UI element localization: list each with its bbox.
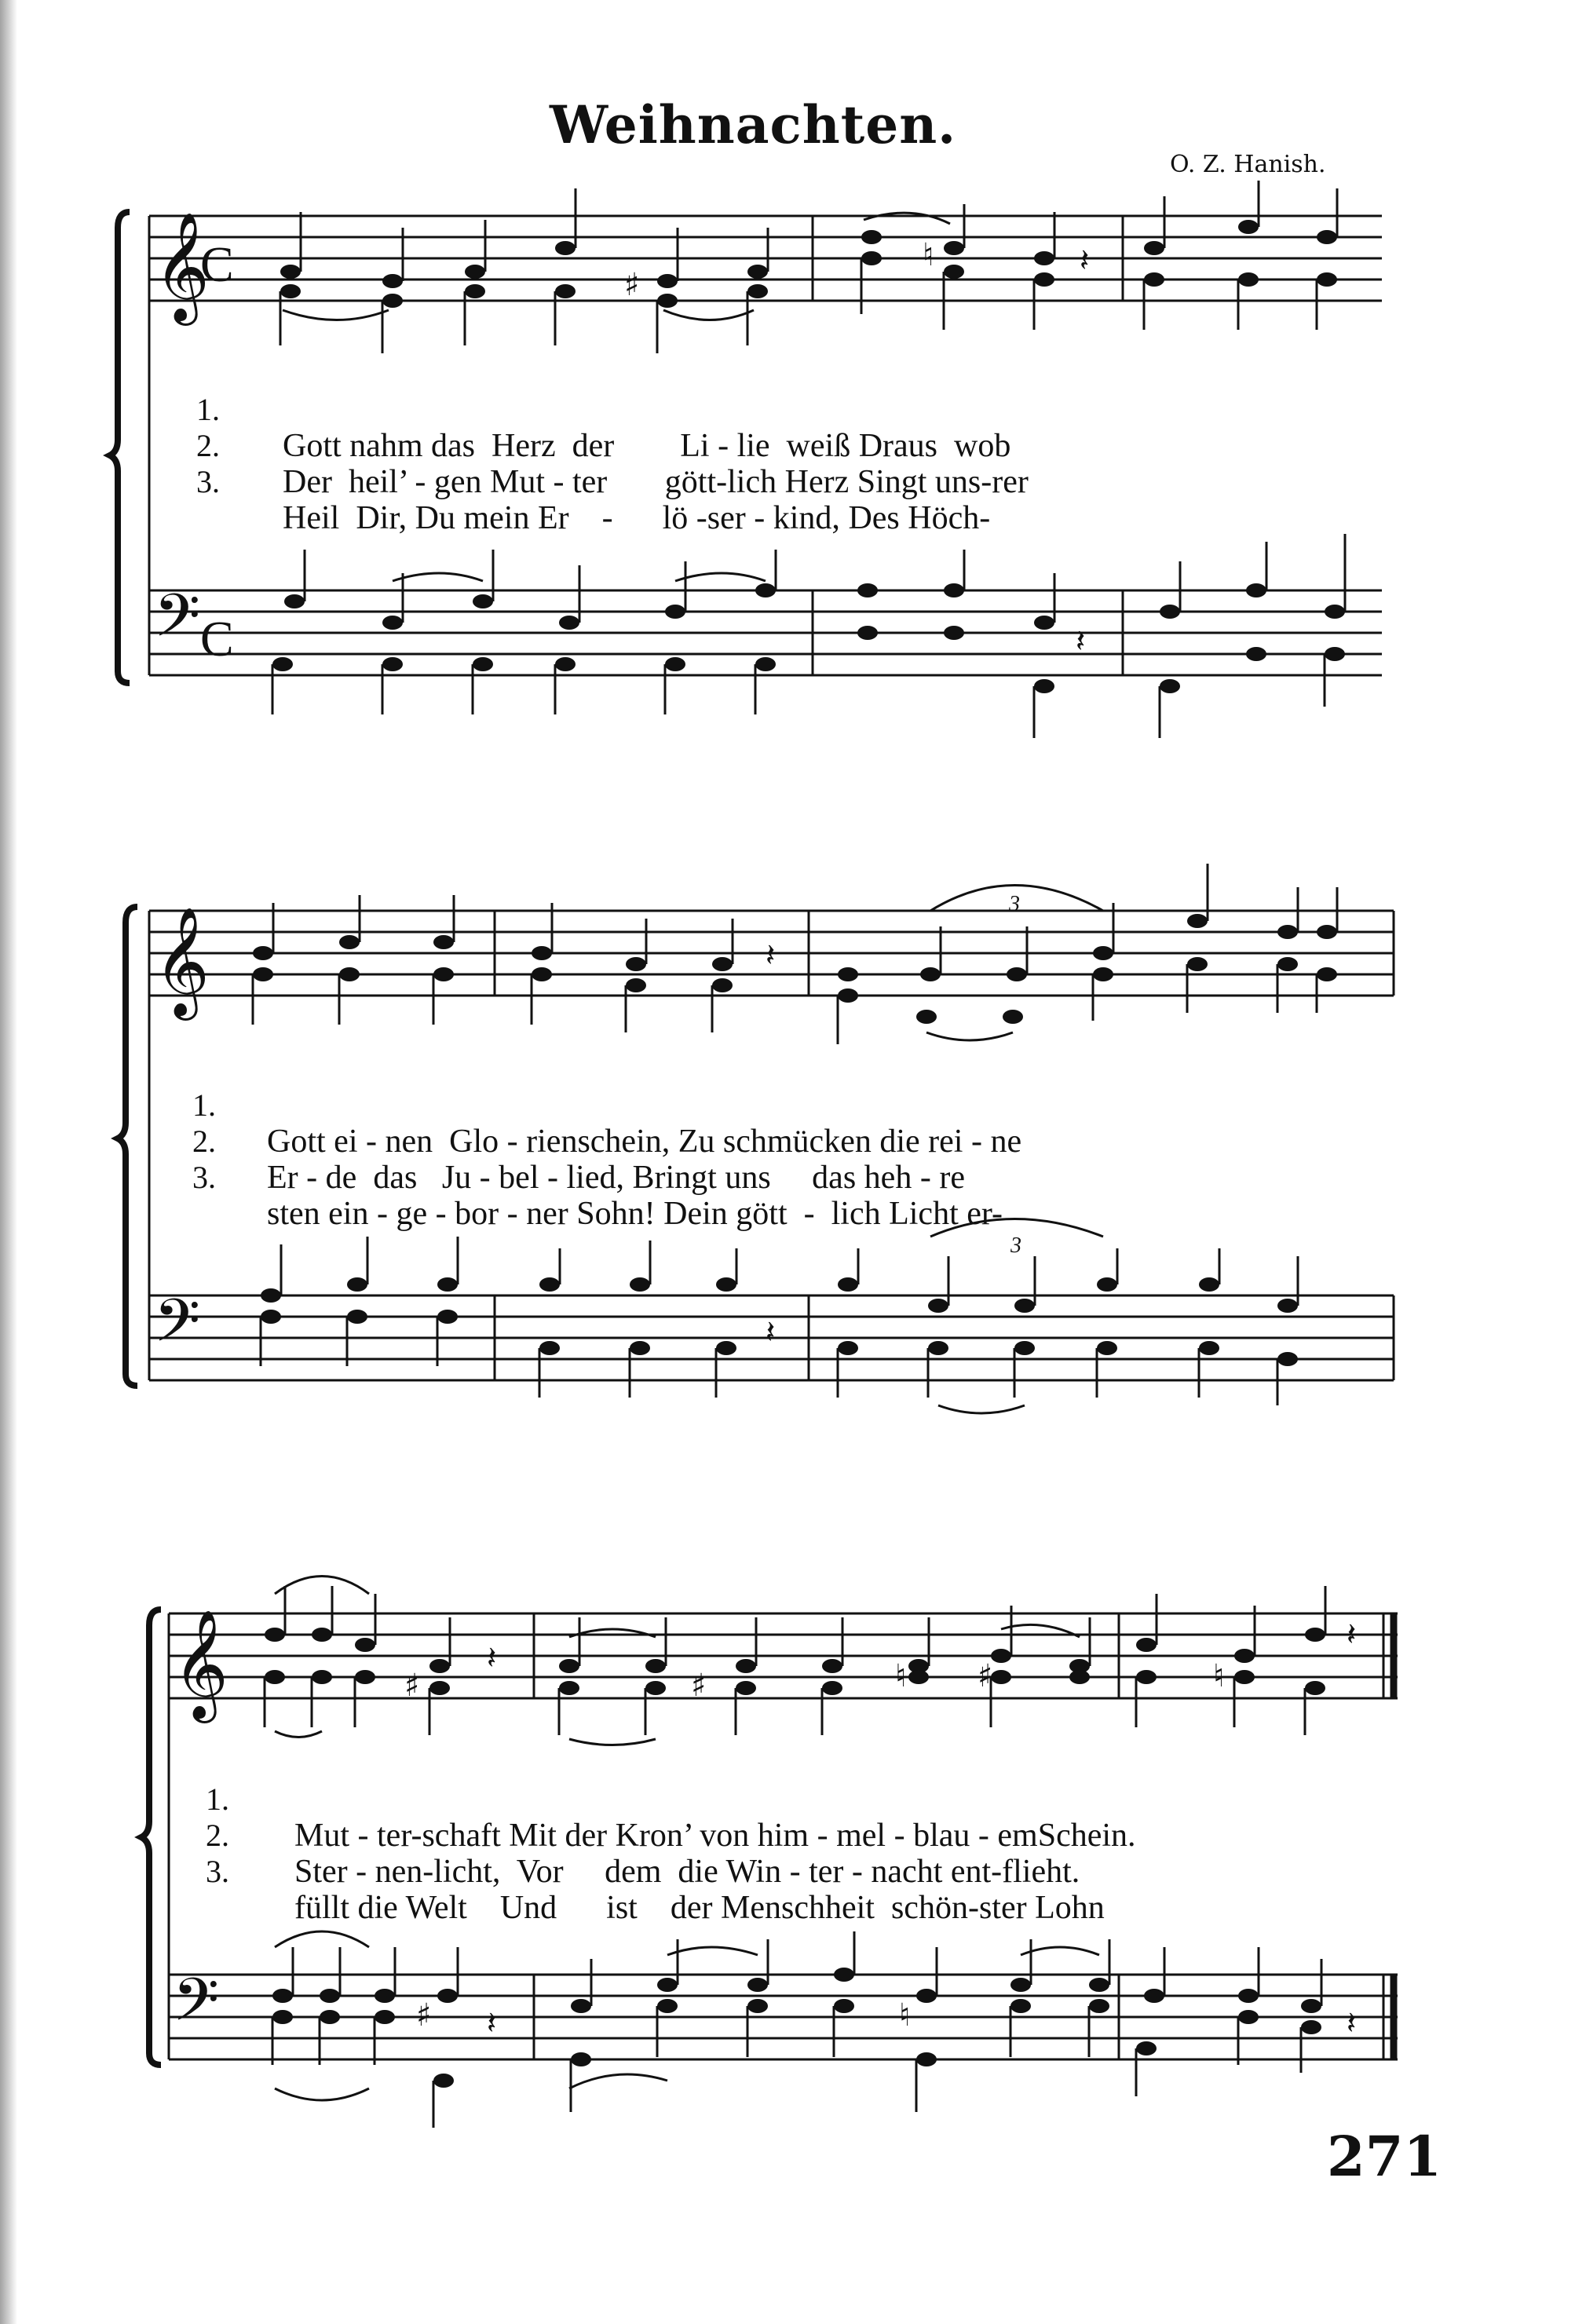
syllable: Mut: [294, 1818, 350, 1854]
syllable: dem: [605, 1854, 662, 1890]
syllable: Glo: [449, 1124, 499, 1160]
svg-text:♯: ♯: [624, 267, 640, 303]
syllable: -: [506, 1124, 518, 1160]
svg-text:𝄽: 𝄽: [766, 1314, 776, 1350]
svg-text:𝄢: 𝄢: [154, 581, 201, 665]
syllable: -: [356, 1854, 367, 1890]
syllable: -: [696, 500, 707, 536]
verse-number: 3.: [196, 464, 220, 499]
syllable: der: [565, 1818, 608, 1854]
svg-text:𝄽: 𝄽: [1347, 2005, 1357, 2041]
syllable: ter: [572, 464, 608, 500]
syllable: -: [789, 1854, 801, 1890]
svg-text:♯: ♯: [691, 1668, 707, 1704]
syllable: Des: [848, 500, 900, 536]
syllable: mel: [836, 1818, 886, 1854]
syllable: ster: [978, 1890, 1027, 1926]
syllable: Herz: [491, 428, 556, 464]
syllable: nen-licht,: [375, 1854, 501, 1890]
syllable: nahm: [349, 428, 423, 464]
syllable: Herz: [784, 464, 850, 500]
syllable: -: [415, 464, 426, 500]
syllable: -: [376, 1196, 388, 1232]
syllable: -: [893, 1818, 905, 1854]
syllable: die: [357, 1890, 398, 1926]
syllable: Der: [283, 464, 332, 500]
syllable: -: [553, 464, 565, 500]
svg-text:3: 3: [1009, 892, 1020, 916]
svg-text:♮: ♮: [923, 237, 934, 273]
hymn-title: Weihnachten.: [550, 94, 957, 155]
syllable: -: [970, 1124, 982, 1160]
syllable: der: [572, 428, 615, 464]
syllable: die: [879, 1124, 920, 1160]
syllable: gen: [433, 464, 482, 500]
syllable: re: [939, 1160, 965, 1196]
verse-number: 2.: [192, 1124, 216, 1159]
syllable: -: [479, 1160, 491, 1196]
syllable: weiß: [786, 428, 851, 464]
syllable: gött-lich: [664, 464, 777, 500]
syllable: Gott: [283, 428, 342, 464]
syllable: Vor: [516, 1854, 564, 1890]
syllable: Und: [499, 1890, 557, 1926]
syllable: heh: [864, 1160, 912, 1196]
syllable: wob: [954, 428, 1011, 464]
syllable: nacht: [871, 1854, 943, 1890]
syllable: uns-rer: [934, 464, 1029, 500]
syllable: ter-schaft: [377, 1818, 501, 1854]
syllable: Schein.: [1037, 1818, 1136, 1854]
svg-text:C: C: [200, 236, 234, 292]
syllable: schmücken: [722, 1124, 872, 1160]
syllable: Win: [725, 1854, 782, 1890]
syllable: -: [365, 1124, 377, 1160]
syllable: bel: [499, 1160, 539, 1196]
syllable: -: [803, 1196, 815, 1232]
syllable: Draus: [858, 428, 938, 464]
syllable: Er: [537, 500, 569, 536]
svg-text:3: 3: [1010, 1233, 1021, 1258]
syllable: das: [430, 428, 475, 464]
svg-text:𝄢: 𝄢: [173, 1965, 220, 2049]
svg-text:♮: ♮: [899, 1997, 911, 2034]
syllable: -: [919, 1160, 931, 1196]
svg-text:𝄞: 𝄞: [154, 907, 210, 1016]
syllable: Mut: [489, 464, 545, 500]
composer-credit: O. Z. Hanish.: [1170, 151, 1326, 178]
syllable: Welt: [405, 1890, 467, 1926]
syllable: der: [670, 1890, 713, 1926]
verse-number: 1.: [206, 1781, 229, 1817]
syllable: schön: [890, 1890, 968, 1926]
syllable: bor: [455, 1196, 499, 1232]
verse-number: 3.: [192, 1160, 216, 1195]
syllable: ter: [809, 1854, 844, 1890]
lyric-line-s3-v3: [261, 1851, 1105, 1964]
syllable: -: [817, 1818, 828, 1854]
syllable: nen: [385, 1124, 433, 1160]
syllable: mein: [463, 500, 530, 536]
verse-number: 1.: [192, 1087, 216, 1123]
syllable: -: [435, 1196, 447, 1232]
svg-text:♮: ♮: [1213, 1658, 1225, 1694]
syllable: Er: [267, 1160, 298, 1196]
svg-text:𝄽: 𝄽: [1080, 243, 1090, 279]
syllable: Zu: [678, 1124, 715, 1160]
syllable: lö: [662, 500, 689, 536]
syllable: Ju: [441, 1160, 472, 1196]
syllable: sten: [267, 1196, 320, 1232]
syllable: ne: [990, 1124, 1022, 1160]
svg-text:♯: ♯: [978, 1658, 993, 1694]
svg-text:♮: ♮: [895, 1658, 907, 1694]
syllable: -: [718, 428, 729, 464]
syllable: Höch-: [908, 500, 991, 536]
syllable: lich: [831, 1196, 881, 1232]
syllable: -: [754, 500, 766, 536]
svg-text:𝄽: 𝄽: [487, 2005, 497, 2041]
syllable: -: [978, 1818, 989, 1854]
syllable: Sohn!: [576, 1196, 656, 1232]
syllable: lied,: [566, 1160, 624, 1196]
syllable: das: [812, 1160, 857, 1196]
page-number: 271: [1327, 2124, 1442, 2189]
syllable: ent-flieht.: [950, 1854, 1080, 1890]
syllable: Kron’: [615, 1818, 692, 1854]
syllable: ein: [328, 1196, 369, 1232]
verse-number: 2.: [206, 1818, 229, 1853]
syllable: rei: [928, 1124, 963, 1160]
syllable: ei: [334, 1124, 358, 1160]
syllable: Du: [415, 500, 455, 536]
syllable: -: [357, 1818, 369, 1854]
syllable: em: [997, 1818, 1038, 1854]
svg-text:𝄽: 𝄽: [1076, 623, 1086, 660]
syllable: heil’: [348, 464, 407, 500]
svg-text:𝄢: 𝄢: [154, 1286, 201, 1370]
verse-number: 1.: [196, 392, 220, 427]
syllable: das: [373, 1160, 418, 1196]
svg-text:𝄽: 𝄽: [487, 1640, 497, 1676]
syllable: Lohn: [1035, 1890, 1105, 1926]
syllable: Heil: [283, 500, 340, 536]
syllable: blau: [913, 1818, 970, 1854]
syllable: gött: [736, 1196, 788, 1232]
syllable: die: [678, 1854, 718, 1890]
verse-number: 3.: [206, 1854, 229, 1889]
syllable: von: [700, 1818, 750, 1854]
syllable: uns: [725, 1160, 771, 1196]
syllable: -: [306, 1160, 318, 1196]
syllable: rienschein,: [526, 1124, 671, 1160]
syllable: kind,: [773, 500, 840, 536]
syllable: Ster: [294, 1854, 348, 1890]
svg-text:♯: ♯: [404, 1668, 420, 1704]
verse-number: 2.: [196, 428, 220, 463]
syllable: him: [757, 1818, 809, 1854]
syllable: Mit: [509, 1818, 557, 1854]
syllable: Menschheit: [721, 1890, 875, 1926]
syllable: -: [851, 1854, 863, 1890]
syllable: Dir,: [356, 500, 407, 536]
svg-text:𝄽: 𝄽: [766, 937, 776, 974]
svg-text:𝄞: 𝄞: [154, 212, 210, 321]
syllable: füllt: [294, 1890, 349, 1926]
syllable: -: [967, 1890, 979, 1926]
syllable: -: [601, 500, 613, 536]
svg-text:𝄞: 𝄞: [173, 1610, 228, 1719]
syllable: lie: [736, 428, 770, 464]
syllable: -: [506, 1196, 518, 1232]
svg-text:♯: ♯: [416, 1997, 432, 2034]
syllable: Dein: [663, 1196, 728, 1232]
syllable: Li: [680, 428, 710, 464]
syllable: Licht: [889, 1196, 959, 1232]
syllable: Bringt: [632, 1160, 717, 1196]
syllable: ser: [707, 500, 746, 536]
svg-text:𝄽: 𝄽: [1347, 1617, 1357, 1653]
syllable: ge: [396, 1196, 428, 1232]
syllable: ner: [526, 1196, 568, 1232]
syllable: ist: [606, 1890, 638, 1926]
syllable: de: [325, 1160, 357, 1196]
syllable: Singt: [857, 464, 927, 500]
syllable: er-: [967, 1196, 1003, 1232]
svg-text:C: C: [200, 611, 234, 667]
syllable: -: [546, 1160, 558, 1196]
syllable: Gott: [267, 1124, 326, 1160]
